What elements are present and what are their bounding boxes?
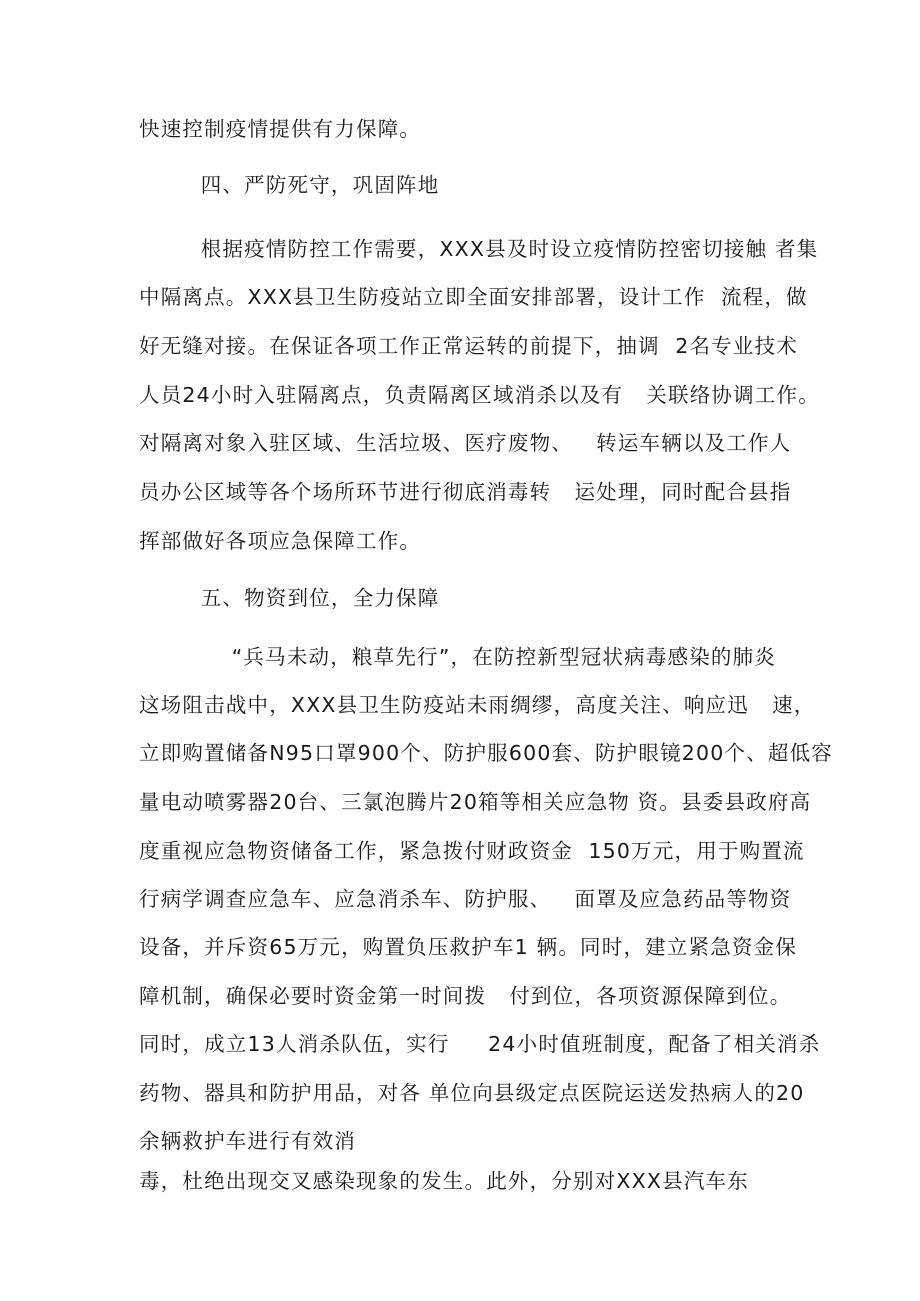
body-line: 毒，杜绝出现交叉感染现象的发生。此外，分别对XXX县汽车东 — [139, 1169, 749, 1193]
body-line: 员办公区域等各个场所环节进行彻底消毒转 运处理，同时配合县指 — [139, 480, 792, 504]
body-line: 中隔离点。XXX县卫生防疫站立即全面安排部署，设计工作 流程，做 — [139, 285, 808, 309]
body-line: 好无缝对接。在保证各项工作正常运转的前提下，抽调 2名专业技术 — [139, 334, 798, 358]
section-heading: 五、物资到位，全力保障 — [139, 586, 440, 610]
body-line: “兵马未动，粮草先行”，在防控新型冠状病毒感染的肺炎 — [139, 645, 777, 669]
body-line: 挥部做好各项应急保障工作。 — [139, 529, 422, 553]
body-line: 同时，成立13人消杀队伍，实行 24小时值班制度，配备了相关消杀 — [139, 1032, 821, 1056]
body-line: 快速控制疫情提供有力保障。 — [139, 117, 422, 141]
body-line: 这场阻击战中，XXX县卫生防疫站未雨绸缪，高度关注、响应迅 速， — [139, 693, 816, 717]
body-line: 对隔离对象入驻区域、生活垃圾、医疗废物、 转运车辆以及工作人 — [139, 431, 792, 455]
body-line: 药物、器具和防护用品，对各 单位向县级定点医院运送发热病人的20 — [139, 1081, 805, 1105]
body-line: 设备，并斥资65万元，购置负压救护车1 辆。同时，建立紧急资金保 — [139, 935, 798, 959]
body-line: 障机制，确保必要时资金第一时间拨 付到位，各项资源保障到位。 — [139, 984, 792, 1008]
body-line: 度重视应急物资储备工作，紧急拨付财政资金 150万元，用于购置流 — [139, 839, 805, 863]
section-heading: 四、严防死守，巩固阵地 — [139, 173, 440, 197]
body-line: 立即购置储备N95口罩900个、防护服600套、防护眼镜200个、超低容 — [139, 741, 834, 765]
body-line: 量电动喷雾器20台、三氯泡腾片20箱等相关应急物 资。县委县政府高 — [139, 790, 812, 814]
body-line: 根据疫情防控工作需要，XXX县及时设立疫情防控密切接触 者集 — [139, 237, 819, 261]
body-line: 行病学调查应急车、应急消杀车、防护服、 面罩及应急药品等物资 — [139, 887, 792, 911]
body-line: 人员24小时入驻隔离点，负责隔离区域消杀以及有 关联络协调工作。 — [139, 383, 820, 407]
body-line: 余辆救护车进行有效消 — [139, 1129, 356, 1153]
